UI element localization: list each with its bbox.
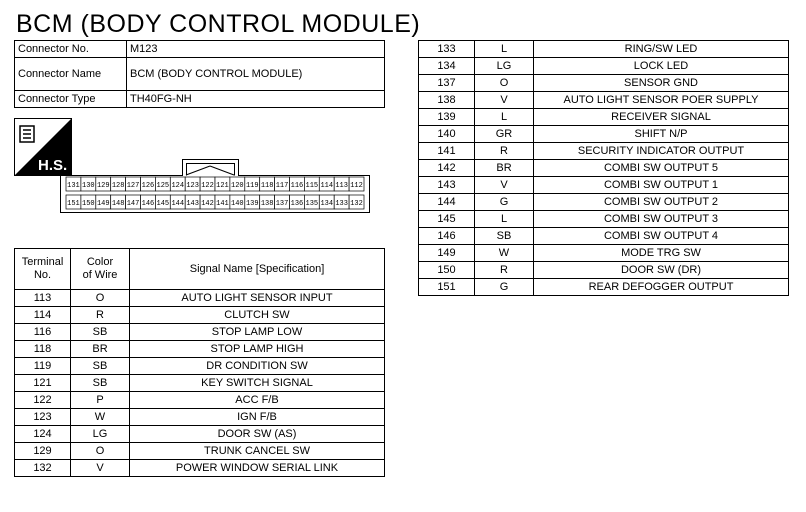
wire-color-cell: G [475, 279, 534, 296]
connector-name-label: Connector Name [15, 58, 127, 91]
connector-pin-label: 123 [186, 182, 199, 190]
terminal-no-cell: 138 [419, 92, 475, 109]
connector-type-value: TH40FG-NH [127, 91, 385, 108]
connector-pin-label: 125 [156, 182, 170, 190]
wire-color-cell: O [475, 75, 534, 92]
terminal-table-left-body [15, 290, 385, 477]
signal-name-cell: MODE TRG SW [534, 245, 789, 262]
signal-name-cell: COMBI SW OUTPUT 2 [534, 194, 789, 211]
signal-name-cell: CLUTCH SW [130, 307, 385, 324]
table-row [419, 279, 789, 296]
connector-pin-label: 140 [231, 200, 244, 208]
connector-type-label: Connector Type [15, 91, 127, 108]
wire-color-cell: R [475, 143, 534, 160]
connector-pin-label: 143 [186, 200, 199, 208]
wire-color-cell: V [475, 177, 534, 194]
terminal-no-cell: 134 [419, 58, 475, 75]
table-row [15, 358, 385, 375]
connector-pin-label: 132 [350, 200, 363, 208]
table-row [15, 375, 385, 392]
signal-name-cell: DOOR SW (DR) [534, 262, 789, 279]
terminal-table-right [418, 40, 789, 296]
table-row [419, 109, 789, 126]
terminal-table-right-body [419, 41, 789, 296]
table-row [419, 160, 789, 177]
terminal-no-cell: 146 [419, 228, 475, 245]
wire-color-cell: L [475, 41, 534, 58]
terminal-header-line2: No. [33, 269, 52, 281]
hs-label: H.S. [38, 157, 68, 174]
terminal-no-cell: 113 [15, 290, 71, 307]
connector-pin-label: 130 [82, 182, 95, 190]
page-title: BCM (BODY CONTROL MODULE) [16, 10, 421, 38]
connector-pin-label: 116 [290, 182, 304, 190]
connector-pin-label: 135 [305, 200, 319, 208]
signal-name-cell: SECURITY INDICATOR OUTPUT [534, 143, 789, 160]
table-row [419, 262, 789, 279]
signal-name-cell: AUTO LIGHT SENSOR POER SUPPLY [534, 92, 789, 109]
terminal-no-cell: 132 [15, 460, 71, 477]
wire-color-cell: L [475, 109, 534, 126]
wire-color-cell: W [71, 409, 130, 426]
connector-pin-label: 151 [67, 200, 80, 208]
connector-pin-label: 138 [260, 200, 274, 208]
connector-pin-label: 148 [111, 200, 125, 208]
connector-no-value: M123 [127, 41, 385, 58]
wire-color-cell: SB [475, 228, 534, 245]
connector-pin-label: 118 [260, 182, 274, 190]
table-row [419, 143, 789, 160]
color-header-line1: Color [86, 256, 114, 268]
terminal-no-cell: 124 [15, 426, 71, 443]
connector-pin-label: 124 [171, 182, 185, 190]
terminal-header [15, 249, 71, 290]
table-row [15, 392, 385, 409]
wire-color-cell: O [71, 290, 130, 307]
table-row [15, 341, 385, 358]
signal-name-cell: ACC F/B [130, 392, 385, 409]
wire-color-cell: R [71, 307, 130, 324]
wire-color-cell: BR [475, 160, 534, 177]
connector-pin-label: 127 [126, 182, 140, 190]
signal-name-cell: COMBI SW OUTPUT 4 [534, 228, 789, 245]
connector-name-value: BCM (BODY CONTROL MODULE) [127, 58, 385, 91]
terminal-no-cell: 133 [419, 41, 475, 58]
color-header [71, 249, 130, 290]
signal-name-cell: STOP LAMP LOW [130, 324, 385, 341]
terminal-no-cell: 149 [419, 245, 475, 262]
terminal-no-cell: 150 [419, 262, 475, 279]
connector-pin-label: 141 [216, 200, 229, 208]
table-row [15, 460, 385, 477]
signal-name-cell: AUTO LIGHT SENSOR INPUT [130, 290, 385, 307]
signal-name-cell: DR CONDITION SW [130, 358, 385, 375]
signal-name-cell: COMBI SW OUTPUT 1 [534, 177, 789, 194]
wire-color-cell: V [71, 460, 130, 477]
terminal-no-cell: 151 [419, 279, 475, 296]
signal-name-cell: RECEIVER SIGNAL [534, 109, 789, 126]
signal-name-cell: COMBI SW OUTPUT 3 [534, 211, 789, 228]
table-row [15, 290, 385, 307]
signal-name-cell: SHIFT N/P [534, 126, 789, 143]
connector-pin-label: 149 [96, 200, 110, 208]
connector-pin-label: 129 [96, 182, 110, 190]
connector-pin-label: 113 [335, 182, 348, 190]
connector-pin-label: 136 [290, 200, 304, 208]
terminal-no-cell: 143 [419, 177, 475, 194]
table-row [419, 41, 789, 58]
wire-color-cell: W [475, 245, 534, 262]
connector-pin-label: 134 [320, 200, 334, 208]
table-row [419, 194, 789, 211]
table-header-row [15, 249, 385, 290]
table-row [15, 443, 385, 460]
wire-color-cell: GR [475, 126, 534, 143]
wire-color-cell: LG [475, 58, 534, 75]
signal-name-cell: POWER WINDOW SERIAL LINK [130, 460, 385, 477]
connector-pins-bottom [66, 195, 364, 209]
wire-color-cell: SB [71, 358, 130, 375]
terminal-no-cell: 123 [15, 409, 71, 426]
terminal-no-cell: 116 [15, 324, 71, 341]
table-row [15, 307, 385, 324]
terminal-header-line1: Terminal [21, 256, 64, 268]
table-row [419, 75, 789, 92]
connector-pin-label: 121 [216, 182, 229, 190]
connector-no-row [15, 41, 385, 58]
table-row [419, 228, 789, 245]
wire-color-cell: G [475, 194, 534, 211]
wire-color-cell: SB [71, 375, 130, 392]
signal-name-cell: SENSOR GND [534, 75, 789, 92]
terminal-no-cell: 129 [15, 443, 71, 460]
connector-pin-label: 114 [320, 182, 334, 190]
connector-info-table [14, 40, 385, 108]
connector-pin-label: 150 [82, 200, 95, 208]
connector-pin-label: 144 [171, 200, 185, 208]
connector-pin-label: 146 [141, 200, 155, 208]
signal-name-cell: REAR DEFOGGER OUTPUT [534, 279, 789, 296]
connector-pin-label: 122 [201, 182, 214, 190]
table-row [419, 126, 789, 143]
connector-type-row [15, 91, 385, 108]
terminal-no-cell: 140 [419, 126, 475, 143]
signal-name-cell: STOP LAMP HIGH [130, 341, 385, 358]
wire-color-cell: R [475, 262, 534, 279]
signal-name-cell: COMBI SW OUTPUT 5 [534, 160, 789, 177]
connector-pin-label: 142 [201, 200, 214, 208]
table-row [419, 245, 789, 262]
table-row [15, 426, 385, 443]
connector-pin-label: 112 [350, 182, 363, 190]
signal-header: Signal Name [Specification] [130, 249, 385, 290]
wire-color-cell: V [475, 92, 534, 109]
signal-name-cell: LOCK LED [534, 58, 789, 75]
signal-name-cell: TRUNK CANCEL SW [130, 443, 385, 460]
terminal-no-cell: 141 [419, 143, 475, 160]
table-row [419, 92, 789, 109]
table-row [15, 324, 385, 341]
terminal-no-cell: 145 [419, 211, 475, 228]
connector-no-label: Connector No. [15, 41, 127, 58]
signal-name-cell: KEY SWITCH SIGNAL [130, 375, 385, 392]
color-header-line2: of Wire [82, 269, 118, 281]
terminal-table-left [14, 248, 385, 477]
signal-name-cell: RING/SW LED [534, 41, 789, 58]
connector-pin-label: 126 [141, 182, 155, 190]
connector-pin-label: 120 [231, 182, 244, 190]
terminal-no-cell: 144 [419, 194, 475, 211]
wire-color-cell: P [71, 392, 130, 409]
signal-name-cell: IGN F/B [130, 409, 385, 426]
connector-pin-label: 137 [275, 200, 289, 208]
table-row [15, 409, 385, 426]
wire-color-cell: BR [71, 341, 130, 358]
wire-color-cell: SB [71, 324, 130, 341]
connector-face-diagram [60, 155, 370, 213]
terminal-no-cell: 122 [15, 392, 71, 409]
connector-pins-top [66, 177, 364, 191]
signal-name-cell: DOOR SW (AS) [130, 426, 385, 443]
terminal-no-cell: 137 [419, 75, 475, 92]
connector-pin-label: 145 [156, 200, 170, 208]
table-row [419, 211, 789, 228]
table-row [419, 58, 789, 75]
terminal-no-cell: 139 [419, 109, 475, 126]
connector-pin-label: 139 [245, 200, 259, 208]
connector-pin-label: 128 [111, 182, 125, 190]
terminal-no-cell: 118 [15, 341, 71, 358]
wire-color-cell: O [71, 443, 130, 460]
connector-pin-label: 115 [305, 182, 319, 190]
table-row [419, 177, 789, 194]
connector-pin-label: 133 [335, 200, 348, 208]
connector-pin-label: 119 [245, 182, 259, 190]
terminal-no-cell: 142 [419, 160, 475, 177]
terminal-no-cell: 121 [15, 375, 71, 392]
wire-color-cell: LG [71, 426, 130, 443]
connector-pin-label: 147 [126, 200, 140, 208]
wire-color-cell: L [475, 211, 534, 228]
connector-pin-label: 131 [67, 182, 80, 190]
terminal-no-cell: 114 [15, 307, 71, 324]
connector-pin-label: 117 [275, 182, 289, 190]
connector-name-row [15, 58, 385, 91]
terminal-no-cell: 119 [15, 358, 71, 375]
